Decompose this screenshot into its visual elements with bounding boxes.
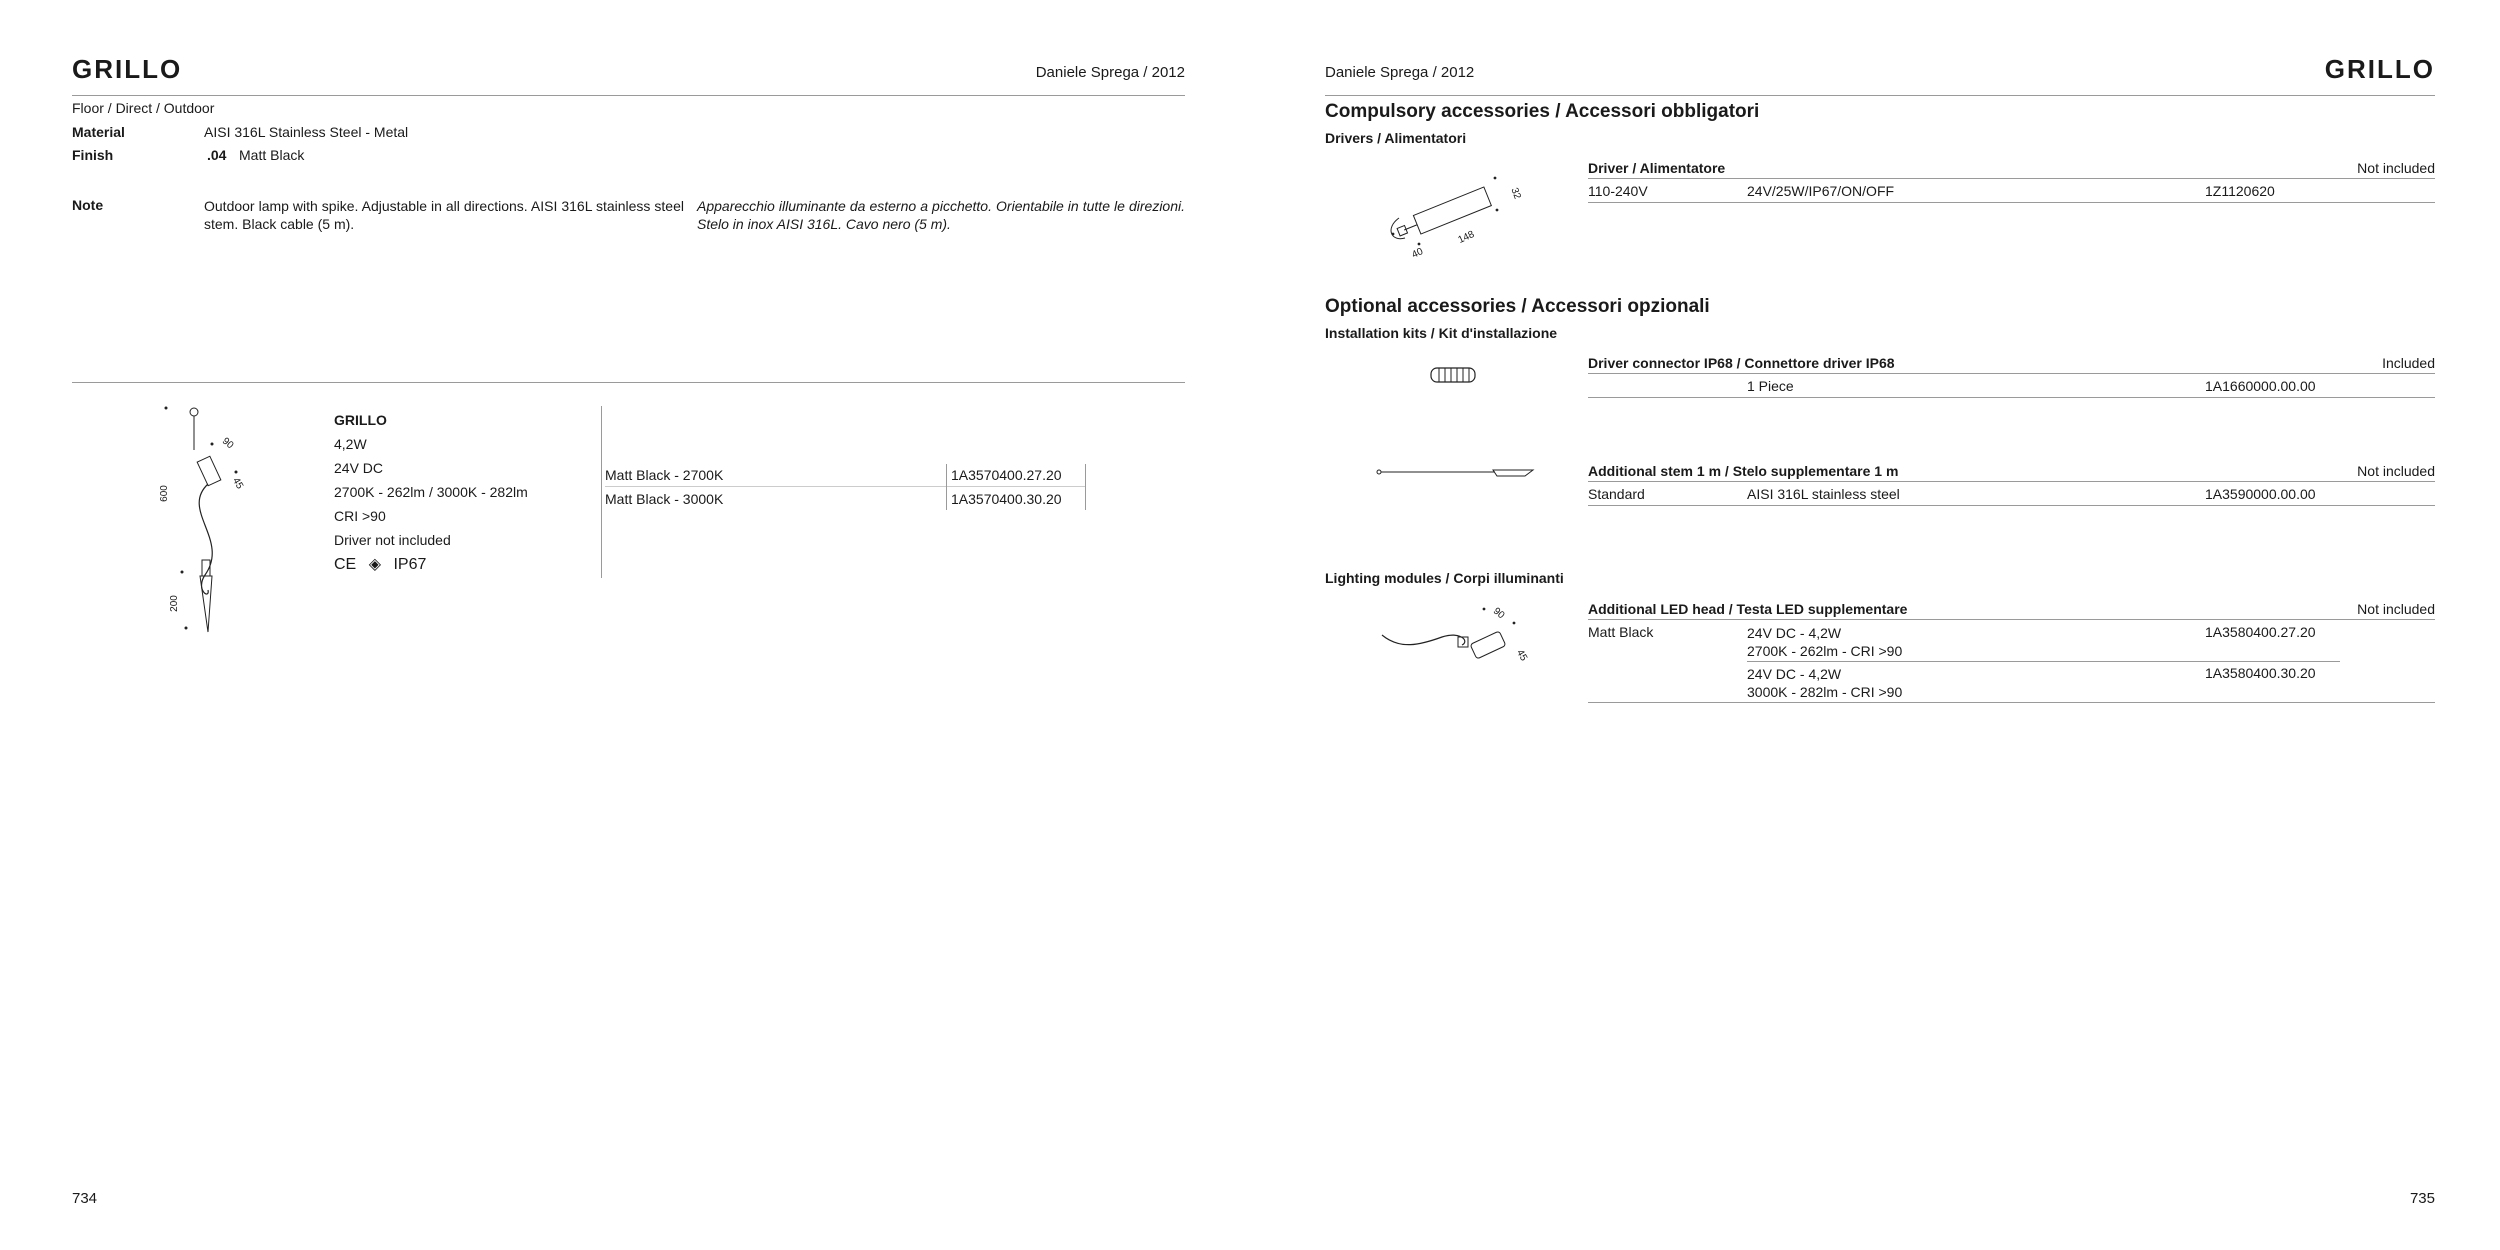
modules-heading: Lighting modules / Corpi illuminanti	[1325, 570, 1564, 586]
stem-type: Standard	[1588, 486, 1645, 502]
led-row-1-spec	[1747, 624, 1902, 660]
right-header-rule	[1325, 95, 2435, 96]
driver-status: Not included	[2357, 160, 2435, 176]
connector-header-rule	[1588, 373, 2435, 374]
stem-code: 1A3590000.00.00	[2205, 486, 2316, 502]
led-row-rule	[1747, 661, 2340, 662]
compulsory-heading: Compulsory accessories / Accessori obbligatori	[1325, 101, 1760, 122]
stem-status: Not included	[2357, 463, 2435, 479]
note-english: Outdoor lamp with spike. Adjustable in all directions. AISI 316L stainless steel stem. Black cable (5 m).	[204, 198, 684, 232]
connector-header: Driver connector IP68 / Connettore driver IP68	[1588, 355, 1895, 371]
dim-90: 90	[219, 435, 236, 452]
stem-row-rule	[1588, 505, 2435, 506]
right-page-number: 735	[2409, 1190, 2435, 1207]
left-page-number: 734	[72, 1190, 98, 1207]
optional-heading: Optional accessories / Accessori opzionali	[1325, 296, 1710, 317]
ip67-mark-icon: IP67	[393, 556, 427, 573]
led-head-header-rule	[1588, 619, 2435, 620]
led-dim-45: 45	[1514, 647, 1530, 664]
variant-code-2: 1A3570400.30.20	[951, 491, 1062, 507]
note-label: Note	[72, 197, 104, 213]
connector-status: Included	[2382, 355, 2435, 371]
right-page-title: GRILLO	[2324, 54, 2435, 84]
material-value: AISI 316L Stainless Steel - Metal	[204, 124, 409, 140]
driver-spec: 24V/25W/IP67/ON/OFF	[1747, 183, 1895, 199]
product-name: GRILLO	[334, 412, 387, 428]
left-page-title: GRILLO	[72, 54, 183, 84]
stem-drawing	[1375, 462, 1535, 482]
driver-dim-40: 40	[1410, 246, 1425, 261]
led-row-2-code: 1A3580400.30.20	[2205, 665, 2316, 681]
left-section-rule	[72, 382, 1185, 383]
finish-value: Matt Black	[239, 147, 305, 163]
left-designer: Daniele Sprega / 2012	[1035, 64, 1185, 81]
led-row-1-line2: 2700K - 262lm - CRI >90	[1747, 643, 1903, 659]
driver-row-rule	[1588, 202, 2435, 203]
led-row-1-line1: 24V DC - 4,2W	[1747, 625, 1842, 641]
variant-code-1: 1A3570400.27.20	[951, 467, 1062, 483]
variant-col-divider	[946, 464, 947, 510]
left-header-rule	[72, 95, 1185, 96]
driver-drawing	[1385, 172, 1525, 262]
driver-header: Driver / Alimentatore	[1588, 160, 1726, 176]
variant-row-rule	[605, 486, 1085, 487]
led-table-bottom-rule	[1588, 702, 2435, 703]
led-row-2-line1: 24V DC - 4,2W	[1747, 666, 1842, 682]
spec-voltage: 24V DC	[334, 460, 384, 476]
variant-end-divider	[1085, 464, 1086, 510]
stem-header-rule	[1588, 481, 2435, 482]
note-italian: Apparecchio illuminante da esterno a picchetto. Orientabile in tutte le direzioni. Stelo in inox AISI 316L. Cavo nero (5 m).	[697, 198, 1185, 232]
led-head-finish: Matt Black	[1588, 624, 1654, 640]
driver-header-rule	[1588, 178, 2435, 179]
led-row-2-line2: 3000K - 282lm - CRI >90	[1747, 684, 1903, 700]
spec-lumen: 2700K - 262lm / 3000K - 282lm	[334, 484, 528, 500]
led-row-2-spec	[1747, 665, 1902, 701]
right-designer: Daniele Sprega / 2012	[1325, 64, 1475, 81]
connector-row-rule	[1588, 397, 2435, 398]
product-divider	[601, 406, 602, 578]
finish-label: Finish	[72, 147, 114, 163]
led-head-header: Additional LED head / Testa LED supplementare	[1588, 601, 1908, 617]
driver-dim-148: 148	[1456, 228, 1477, 247]
finish-code: .04	[207, 147, 227, 163]
dim-600: 600	[158, 485, 170, 502]
dim-200: 200	[168, 595, 180, 612]
driver-code: 1Z1120620	[2205, 183, 2275, 199]
connector-drawing	[1425, 360, 1485, 390]
material-label: Material	[72, 124, 125, 140]
left-category: Floor / Direct / Outdoor	[72, 100, 215, 116]
stem-material: AISI 316L stainless steel	[1747, 486, 1900, 502]
led-row-1-code: 1A3580400.27.20	[2205, 624, 2316, 640]
connector-qty: 1 Piece	[1747, 378, 1794, 394]
led-dim-90: 90	[1490, 605, 1507, 622]
variant-label-2: Matt Black - 3000K	[605, 491, 724, 507]
led-head-status: Not included	[2357, 601, 2435, 617]
driver-dim-32: 32	[1508, 186, 1523, 201]
install-heading: Installation kits / Kit d'installazione	[1325, 325, 1558, 341]
grillo-lamp-drawing	[150, 400, 260, 640]
driver-voltage: 110-240V	[1588, 183, 1648, 199]
spec-power: 4,2W	[334, 436, 367, 452]
ce-mark-icon: CE	[334, 556, 357, 573]
spec-cri: CRI >90	[334, 508, 386, 524]
variant-label-1: Matt Black - 2700K	[605, 467, 724, 483]
led-head-drawing	[1380, 605, 1530, 675]
spec-driver: Driver not included	[334, 532, 451, 548]
certification-symbols	[334, 554, 434, 574]
connector-code: 1A1660000.00.00	[2205, 378, 2316, 394]
class-mark-icon: ◈	[368, 556, 381, 573]
drivers-heading: Drivers / Alimentatori	[1325, 130, 1467, 146]
stem-header: Additional stem 1 m / Stelo supplementare 1 m	[1588, 463, 1899, 479]
dim-45: 45	[230, 475, 246, 492]
